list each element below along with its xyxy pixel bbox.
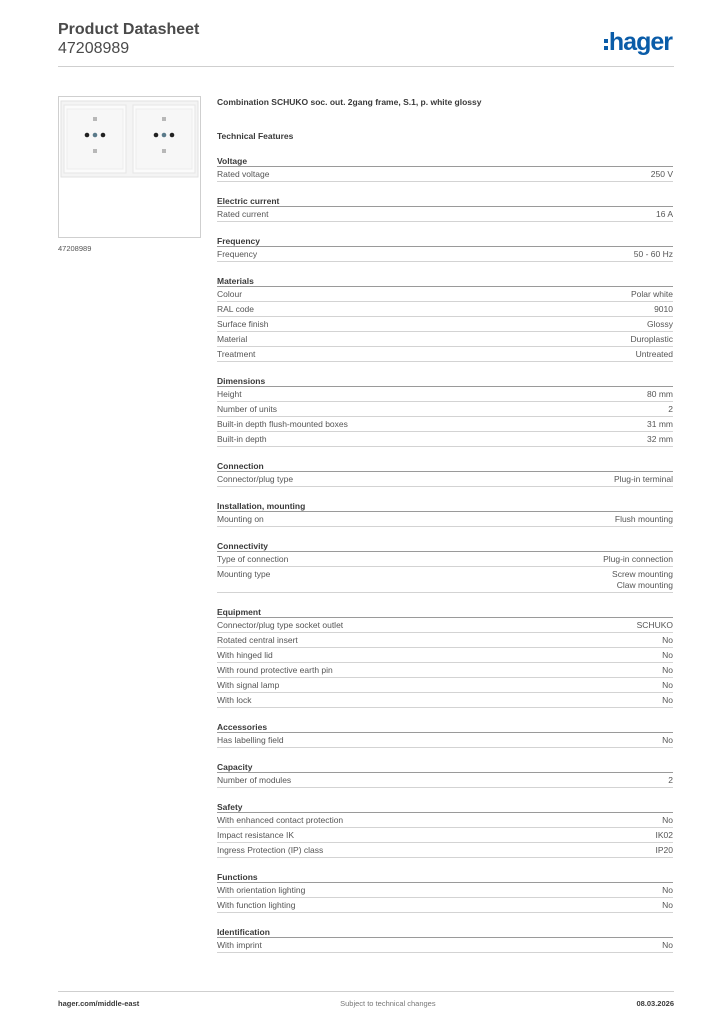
page-footer <box>58 991 674 1008</box>
feature-row <box>217 512 673 527</box>
feature-row <box>217 247 673 262</box>
section-title: Dimensions <box>217 375 673 387</box>
feature-label: Surface finish <box>217 318 269 329</box>
feature-section <box>217 460 673 487</box>
section-title: Voltage <box>217 155 673 167</box>
feature-label: RAL code <box>217 303 255 314</box>
feature-label: With signal lamp <box>217 679 280 690</box>
feature-value <box>612 569 673 591</box>
feature-label: Rotated central insert <box>217 634 298 645</box>
feature-value <box>656 830 674 841</box>
feature-section <box>217 721 673 748</box>
feature-value <box>662 635 673 646</box>
feature-label: Mounting type <box>217 568 271 579</box>
feature-value-line: No <box>662 899 673 910</box>
feature-value <box>662 815 673 826</box>
feature-label: Treatment <box>217 348 256 359</box>
section-title: Installation, mounting <box>217 500 673 512</box>
feature-value <box>662 940 673 951</box>
feature-section <box>217 195 673 222</box>
feature-value-line: 31 mm <box>647 418 673 429</box>
feature-row <box>217 843 673 858</box>
feature-value-line: 2 <box>668 774 673 785</box>
feature-value-line: Flush mounting <box>614 513 673 524</box>
feature-row <box>217 387 673 402</box>
feature-value-line: Screw mounting <box>612 568 673 579</box>
feature-value <box>668 775 673 786</box>
feature-label: Built-in depth <box>217 433 267 444</box>
feature-value-line: No <box>662 679 673 690</box>
feature-row <box>217 472 673 487</box>
feature-row <box>217 207 673 222</box>
feature-value-line: Polar white <box>630 288 673 299</box>
section-title: Materials <box>217 275 673 287</box>
feature-value-line: 32 mm <box>647 433 673 444</box>
feature-label: Number of units <box>217 403 277 414</box>
feature-value-line: Duroplastic <box>630 333 673 344</box>
footer-disclaimer: Subject to technical changes <box>340 999 436 1008</box>
feature-value-line: 50 - 60 Hz <box>633 248 673 259</box>
hager-logo <box>604 29 672 55</box>
feature-section <box>217 540 673 593</box>
feature-label: Number of modules <box>217 774 292 785</box>
feature-label: With enhanced contact protection <box>217 814 344 825</box>
feature-value <box>662 735 673 746</box>
section-title: Identification <box>217 926 673 938</box>
feature-row <box>217 898 673 913</box>
feature-value-line: No <box>662 694 673 705</box>
feature-sections <box>217 155 673 953</box>
feature-label: Ingress Protection (IP) class <box>217 844 324 855</box>
feature-value <box>662 885 673 896</box>
feature-label: Connector/plug type <box>217 473 294 484</box>
feature-row <box>217 552 673 567</box>
feature-row <box>217 317 673 332</box>
feature-row <box>217 938 673 953</box>
feature-value <box>647 434 673 445</box>
logo-colon-mark <box>604 39 608 50</box>
product-image <box>58 96 201 238</box>
feature-value <box>662 900 673 911</box>
feature-value <box>662 695 673 706</box>
feature-value-line: 9010 <box>654 303 673 314</box>
feature-value <box>647 419 673 430</box>
footer-date: 08.03.2026 <box>636 999 674 1008</box>
feature-row <box>217 813 673 828</box>
feature-label: Type of connection <box>217 553 289 564</box>
page-header <box>58 21 674 67</box>
feature-value <box>651 169 673 180</box>
feature-label: Material <box>217 333 248 344</box>
feature-label: With orientation lighting <box>217 884 306 895</box>
feature-row <box>217 828 673 843</box>
feature-label: Impact resistance IK <box>217 829 295 840</box>
feature-section <box>217 871 673 913</box>
socket-outlet-illustration <box>59 97 200 237</box>
feature-section <box>217 155 673 182</box>
feature-value-line: SCHUKO <box>636 619 673 630</box>
image-caption: 47208989 <box>58 244 92 253</box>
feature-value <box>662 680 673 691</box>
feature-row <box>217 773 673 788</box>
feature-section <box>217 801 673 858</box>
footer-website: hager.com/middle-east <box>58 999 140 1008</box>
feature-section <box>217 761 673 788</box>
feature-label: Height <box>217 388 242 399</box>
feature-section <box>217 926 673 953</box>
feature-row <box>217 347 673 362</box>
feature-row <box>217 883 673 898</box>
feature-value-line: No <box>662 649 673 660</box>
feature-value-line: No <box>662 884 673 895</box>
feature-row <box>217 332 673 347</box>
feature-value <box>656 209 673 220</box>
feature-section <box>217 375 673 447</box>
feature-value-line: IK02 <box>655 829 673 840</box>
technical-features-title: Technical Features <box>217 131 294 141</box>
feature-value-line: Plug-in terminal <box>613 473 673 484</box>
feature-row <box>217 633 673 648</box>
feature-row <box>217 567 673 593</box>
feature-value <box>636 349 673 360</box>
feature-value <box>614 474 673 485</box>
section-title: Electric current <box>217 195 673 207</box>
feature-label: Rated voltage <box>217 168 270 179</box>
section-title: Equipment <box>217 606 673 618</box>
feature-value-line: 2 <box>668 403 673 414</box>
feature-value-line: Claw mounting <box>616 579 673 590</box>
feature-row <box>217 663 673 678</box>
feature-value <box>662 650 673 661</box>
feature-value <box>634 249 673 260</box>
feature-label: Connector/plug type socket outlet <box>217 619 344 630</box>
section-title: Connection <box>217 460 673 472</box>
feature-section <box>217 235 673 262</box>
feature-value-line: No <box>662 734 673 745</box>
feature-section <box>217 275 673 362</box>
feature-label: Has labelling field <box>217 734 284 745</box>
feature-row <box>217 417 673 432</box>
feature-label: With imprint <box>217 939 262 950</box>
feature-label: With round protective earth pin <box>217 664 333 675</box>
feature-value-line: No <box>662 939 673 950</box>
feature-value <box>615 514 673 525</box>
feature-value-line: Untreated <box>635 348 673 359</box>
section-title: Capacity <box>217 761 673 773</box>
feature-row <box>217 167 673 182</box>
feature-row <box>217 302 673 317</box>
feature-label: With hinged lid <box>217 649 273 660</box>
feature-value <box>668 404 673 415</box>
feature-value <box>630 334 673 345</box>
feature-value-line: 80 mm <box>647 388 673 399</box>
section-title: Frequency <box>217 235 673 247</box>
feature-value-line: 250 V <box>650 168 673 179</box>
feature-value-line: No <box>662 664 673 675</box>
section-title: Accessories <box>217 721 673 733</box>
feature-row <box>217 693 673 708</box>
feature-value <box>654 304 673 315</box>
section-title: Safety <box>217 801 673 813</box>
feature-row <box>217 618 673 633</box>
feature-row <box>217 432 673 447</box>
datasheet-content <box>217 96 673 953</box>
feature-value-line: IP20 <box>655 844 673 855</box>
feature-value <box>656 845 674 856</box>
feature-value <box>647 389 673 400</box>
feature-value <box>662 665 673 676</box>
feature-value-line: Glossy <box>647 318 673 329</box>
feature-row <box>217 733 673 748</box>
feature-label: Frequency <box>217 248 258 259</box>
feature-label: With function lighting <box>217 899 296 910</box>
feature-value-line: No <box>662 634 673 645</box>
feature-value-line: No <box>662 814 673 825</box>
logo-text: hager <box>608 27 672 56</box>
feature-label: Mounting on <box>217 513 264 524</box>
page-title: Product Datasheet <box>58 21 200 38</box>
feature-section <box>217 606 673 708</box>
feature-row <box>217 402 673 417</box>
feature-label: Rated current <box>217 208 269 219</box>
feature-label: Colour <box>217 288 243 299</box>
feature-value <box>603 554 673 565</box>
feature-value-line: Plug-in connection <box>603 553 673 564</box>
feature-value <box>637 620 673 631</box>
feature-value-line: 16 A <box>655 208 673 219</box>
feature-row <box>217 678 673 693</box>
feature-row <box>217 287 673 302</box>
product-number: 47208989 <box>58 40 130 57</box>
feature-row <box>217 648 673 663</box>
feature-label: Built-in depth flush-mounted boxes <box>217 418 348 429</box>
feature-label: With lock <box>217 694 252 705</box>
section-title: Functions <box>217 871 673 883</box>
product-description: Combination SCHUKO soc. out. 2gang frame, S.1, p. white glossy <box>217 97 482 107</box>
feature-section <box>217 500 673 527</box>
section-title: Connectivity <box>217 540 673 552</box>
feature-value <box>647 319 673 330</box>
feature-value <box>631 289 673 300</box>
